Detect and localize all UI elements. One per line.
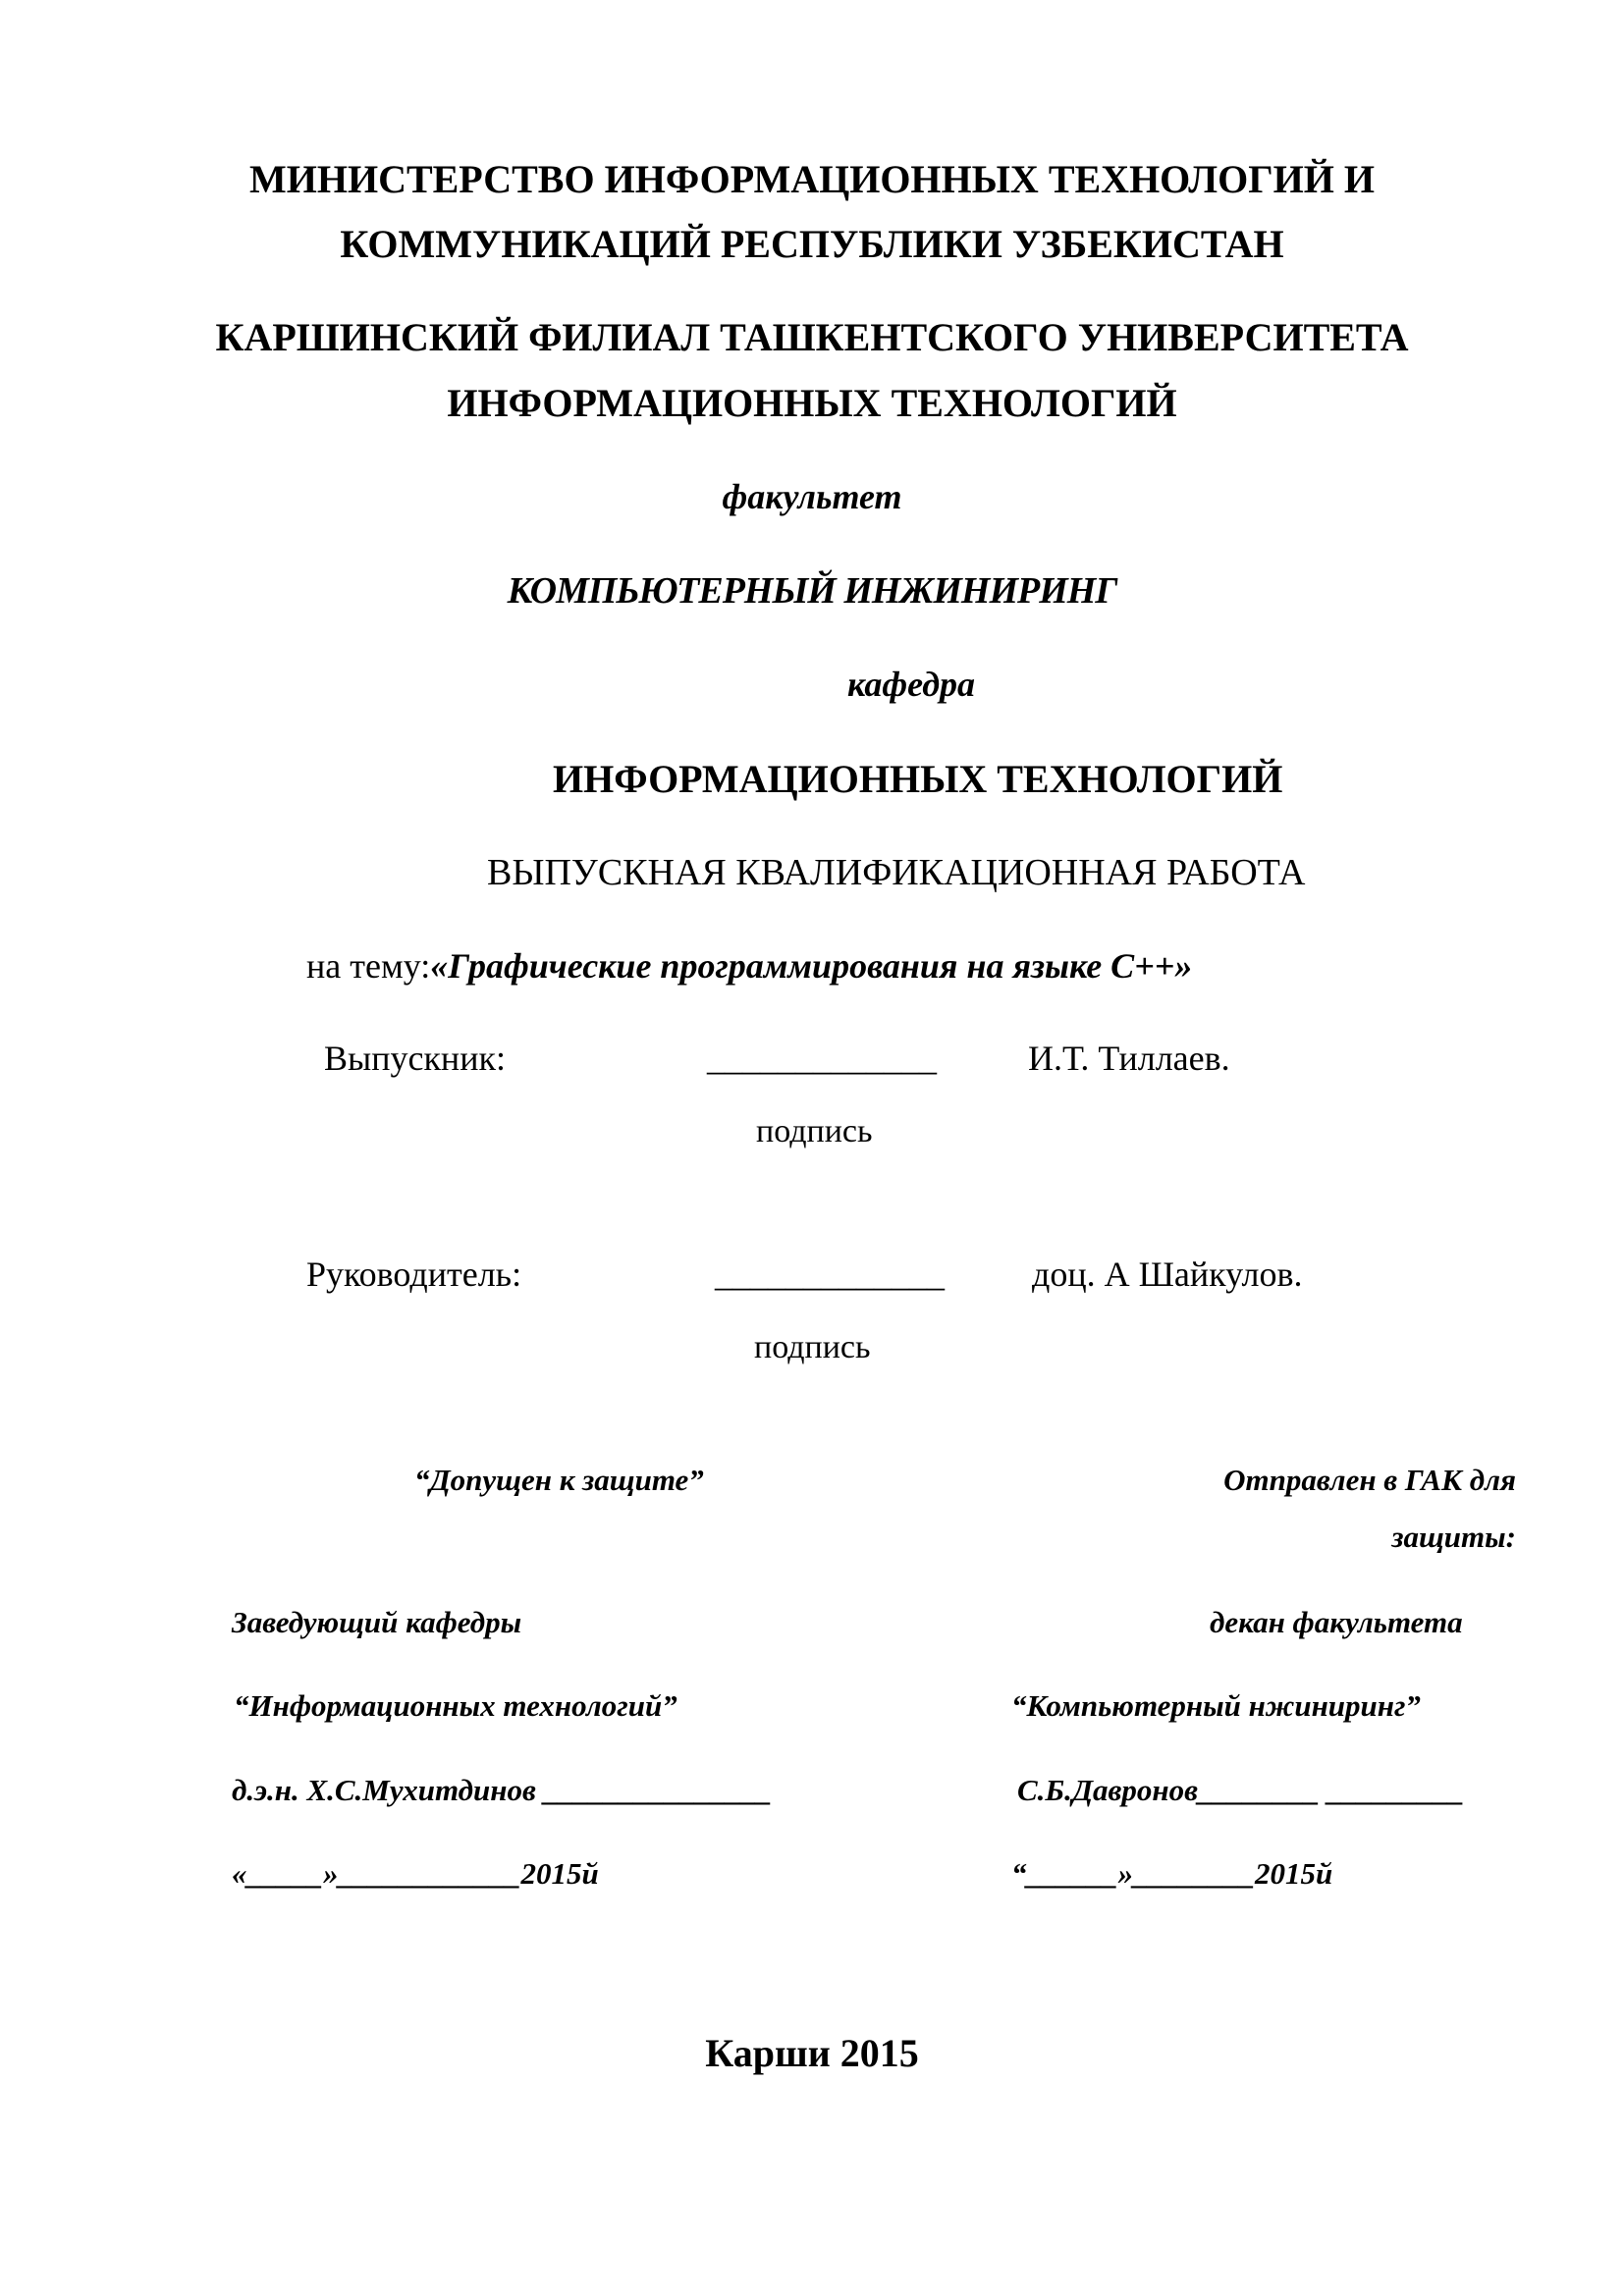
admitted-to-defense: “Допущен к защите” [414, 1463, 704, 1497]
left-date-line: «_____»____________2015й [232, 1856, 599, 1891]
right-date-line: “______»________2015й [1011, 1856, 1333, 1891]
dean-title: декан факультета [1210, 1605, 1463, 1639]
topic-title: «Графические программирования на языке С++» [430, 946, 1193, 986]
topic-line [306, 948, 1192, 984]
graduate-signature-line: _____________ [707, 1039, 937, 1078]
branch-line-2: ИНФОРМАЦИОННЫХ ТЕХНОЛОГИЙ [447, 381, 1177, 425]
ministry-line-1: МИНИСТЕРСТВО ИНФОРМАЦИОННЫХ ТЕХНОЛОГИЙ И [248, 157, 1376, 201]
graduate-label: Выпускник: [324, 1039, 506, 1078]
branch-line-1: КАРШИНСКИЙ ФИЛИАЛ ТАШКЕНТСКОГО УНИВЕРСИТЕТА [215, 315, 1409, 359]
department-head-sign-line: _______________ [543, 1773, 773, 1807]
sent-to-gak-line-1: Отправлен в ГАК для [1223, 1463, 1516, 1497]
work-type: ВЫПУСКНАЯ КВАЛИФИКАЦИОННАЯ РАБОТА [487, 852, 1306, 893]
faculty-label: факультет [722, 477, 902, 516]
department-name-quoted: “Информационных технологий” [234, 1688, 677, 1723]
dean-name: С.Б.Давронов [1017, 1773, 1198, 1807]
department-name: ИНФОРМАЦИОННЫХ ТЕХНОЛОГИЙ [553, 757, 1283, 801]
sent-to-gak-line-2: защиты: [1391, 1520, 1516, 1554]
department-head-title: Заведующий кафедры [232, 1605, 522, 1639]
supervisor-name: доц. А Шайкулов. [1032, 1255, 1303, 1294]
supervisor-signature-caption: подпись [754, 1329, 871, 1365]
graduate-signature-caption: подпись [756, 1113, 873, 1149]
dean-sign-line: ________ _________ [1197, 1773, 1465, 1807]
department-head-name: д.э.н. Х.С.Мухитдинов [232, 1773, 536, 1807]
faculty-name: КОМПЬЮТЕРНЫЙ ИНЖИНИРИНГ [507, 570, 1117, 612]
ministry-line-2: КОММУНИКАЦИЙ РЕСПУБЛИКИ УЗБЕКИСТАН [340, 222, 1284, 266]
city-and-year: Карши 2015 [705, 2031, 919, 2075]
department-head-signature [232, 1775, 772, 1805]
dean-signature [1017, 1775, 1464, 1805]
department-label: кафедра [847, 665, 976, 704]
supervisor-label: Руководитель: [306, 1255, 522, 1294]
topic-prefix: на тему: [306, 946, 431, 986]
faculty-name-quoted: “Компьютерный нжиниринг” [1011, 1688, 1421, 1723]
supervisor-signature-line: _____________ [715, 1255, 945, 1294]
graduate-name: И.Т. Тиллаев. [1028, 1039, 1230, 1078]
